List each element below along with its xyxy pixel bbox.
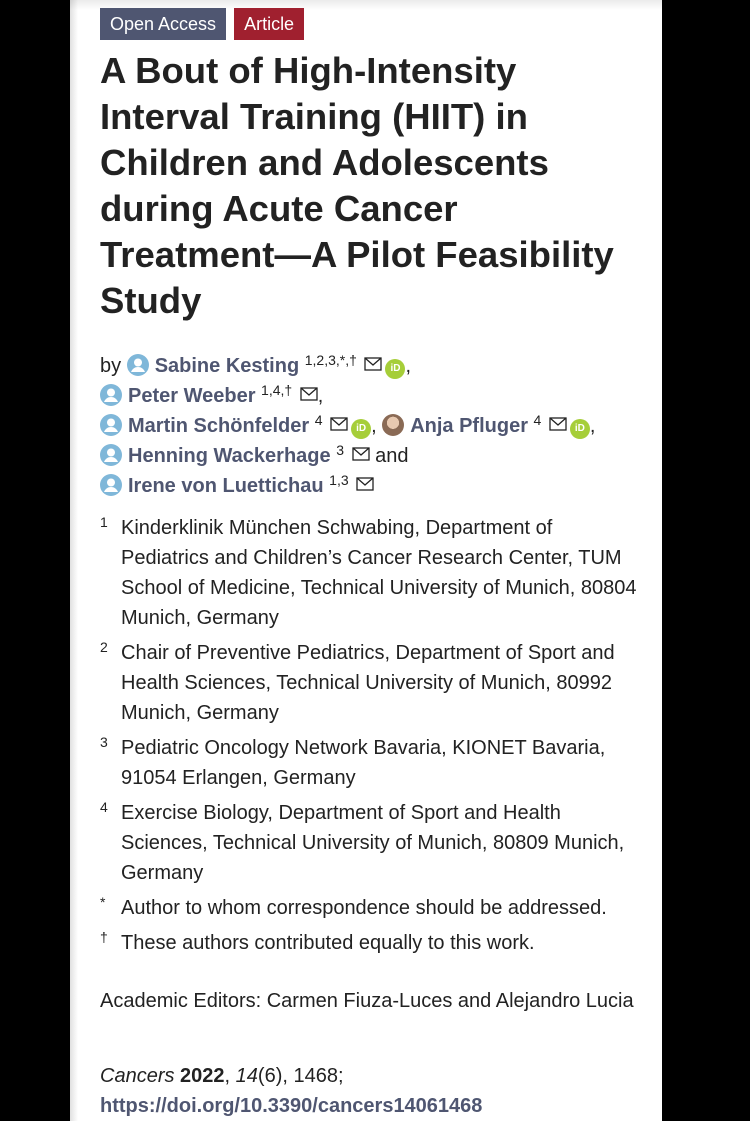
- citation-issue-pages: (6), 1468;: [257, 1065, 344, 1087]
- mail-icon[interactable]: [364, 357, 382, 371]
- user-icon: [127, 354, 149, 376]
- author-line: [100, 375, 645, 405]
- affiliation-text: Chair of Preventive Pediatrics, Department of Sport and Health Sciences, Technical University of Munich, 80992 Munich, Germany: [121, 642, 615, 724]
- author-separator: ,: [405, 355, 412, 377]
- affiliation-text: Exercise Biology, Department of Sport and Health Sciences, Technical University of Munich, 80809 Munich, Germany: [121, 802, 625, 884]
- mail-icon[interactable]: [300, 387, 318, 401]
- affiliation-text: These authors contributed equally to this work.: [121, 932, 535, 954]
- affiliation-number: †: [100, 929, 108, 945]
- affiliation-number: 2: [100, 639, 108, 655]
- equal-contribution-note: [100, 928, 645, 958]
- mail-icon[interactable]: [549, 417, 567, 431]
- academic-editors: Academic Editors: Carmen Fiuza-Luces and Alejandro Lucia: [100, 990, 634, 1012]
- badge-row: [100, 8, 304, 40]
- author-photo-icon: [382, 414, 404, 436]
- user-icon: [100, 384, 122, 406]
- author-affiliation-sup: 1,2,3,*,†: [304, 352, 357, 368]
- affiliation-text: Author to whom correspondence should be addressed.: [121, 897, 607, 919]
- author-list: [100, 345, 645, 495]
- author-separator: ,: [589, 415, 596, 437]
- author-line: [100, 345, 645, 375]
- author-name-link[interactable]: Peter Weeber: [128, 385, 256, 407]
- orcid-icon[interactable]: iD: [351, 419, 371, 439]
- affiliation-list: [100, 513, 645, 963]
- user-icon: [100, 444, 122, 466]
- affiliation-number: 3: [100, 734, 108, 750]
- user-icon: [100, 474, 122, 496]
- open-access-badge[interactable]: Open Access: [100, 8, 226, 40]
- author-affiliation-sup: 1,3: [329, 472, 349, 488]
- article-page: [70, 0, 662, 1121]
- author-affiliation-sup: 4: [533, 412, 542, 428]
- affiliation-number: 4: [100, 799, 108, 815]
- correspondence-note: [100, 893, 645, 923]
- citation-year: 2022: [180, 1065, 225, 1087]
- affiliation-number: *: [100, 894, 106, 910]
- affiliation-item: [100, 513, 645, 633]
- author-separator: ,: [371, 415, 377, 437]
- affiliation-item: [100, 733, 645, 793]
- by-label: by: [100, 355, 122, 377]
- user-icon: [100, 414, 122, 436]
- author-line: [100, 465, 645, 495]
- page-shadow: [70, 0, 78, 1121]
- author-separator: ,: [317, 385, 324, 407]
- affiliation-number: 1: [100, 514, 108, 530]
- mail-icon[interactable]: [352, 447, 370, 461]
- author-name-link[interactable]: Irene von Luettichau: [128, 475, 324, 497]
- affiliation-text: Pediatric Oncology Network Bavaria, KIONET Bavaria, 91054 Erlangen, Germany: [121, 737, 606, 789]
- article-type-badge[interactable]: Article: [234, 8, 304, 40]
- author-affiliation-sup: 3: [336, 442, 344, 458]
- doi-link[interactable]: https://doi.org/10.3390/cancers14061468: [100, 1095, 483, 1117]
- orcid-icon[interactable]: iD: [570, 419, 590, 439]
- author-line: [100, 405, 645, 435]
- author-separator: and: [375, 445, 409, 467]
- author-affiliation-sup: 1,4,†: [261, 382, 293, 398]
- citation-volume: 14: [235, 1065, 258, 1087]
- author-name-link[interactable]: Anja Pfluger: [410, 415, 528, 437]
- author-name-link[interactable]: Sabine Kesting: [154, 355, 300, 377]
- affiliation-text: Kinderklinik München Schwabing, Department of Pediatrics and Children’s Cancer Research Center, TUM School of Medicine, Technical University of Munich, 80804 Munich, Germany: [121, 517, 637, 629]
- mail-icon[interactable]: [330, 417, 348, 431]
- author-line: [100, 435, 645, 465]
- author-name-link[interactable]: Martin Schönfelder: [128, 415, 310, 437]
- orcid-icon[interactable]: iD: [385, 359, 405, 379]
- affiliation-item: [100, 798, 645, 888]
- journal-name: Cancers: [100, 1065, 175, 1087]
- author-name-link[interactable]: Henning Wackerhage: [128, 445, 331, 467]
- article-title: A Bout of High-Intensity Interval Training (HIIT) in Children and Adolescents during Acute Cancer Treatment—A Pilot Feasibility Study: [100, 50, 614, 321]
- author-affiliation-sup: 4: [314, 412, 323, 428]
- affiliation-item: [100, 638, 645, 728]
- mail-icon[interactable]: [356, 477, 374, 491]
- citation: Cancers 2022, 14(6), 1468; https://doi.org/10.3390/cancers14061468: [100, 1065, 483, 1117]
